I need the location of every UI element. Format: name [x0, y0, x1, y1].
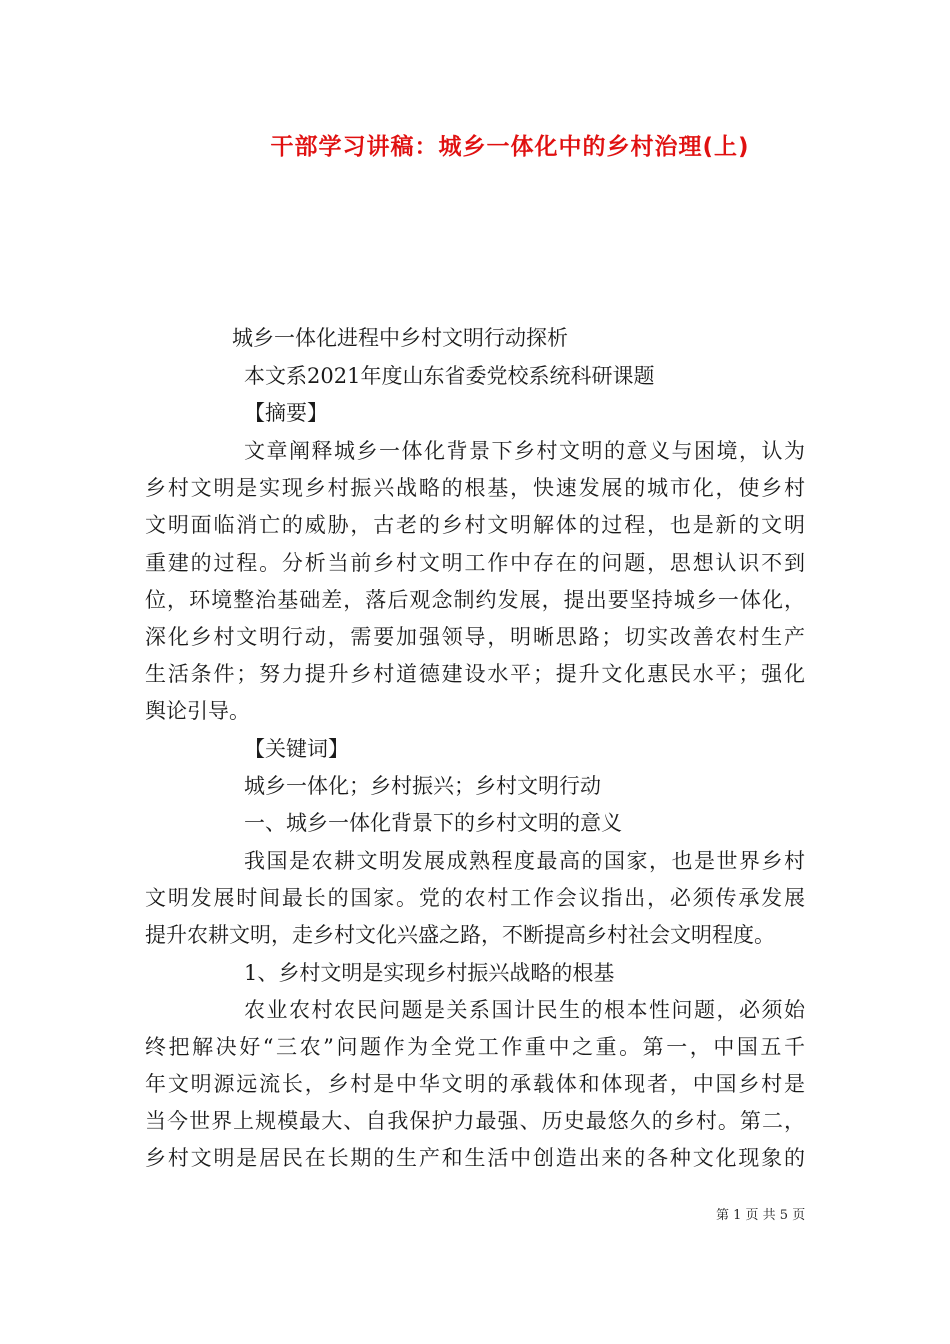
abstract-line: 深化乡村文明行动，需要加强领导，明晰思路；切实改善农村生产 — [145, 625, 805, 649]
subsection-line: 乡村文明是居民在长期的生产和生活中创造出来的各种文化现象的 — [145, 1146, 805, 1170]
abstract-line: 文章阐释城乡一体化背景下乡村文明的意义与困境，认为 — [244, 439, 805, 463]
abstract-line: 乡村文明是实现乡村振兴战略的根基，快速发展的城市化，使乡村 — [145, 476, 805, 500]
section-line: 文明发展时间最长的国家。党的农村工作会议指出，必须传承发展 — [145, 886, 805, 910]
keywords-heading: 【关键词】 — [244, 737, 349, 761]
subtitle: 城乡一体化进程中乡村文明行动探析 — [232, 326, 568, 350]
project-note: 本文系2021年度山东省委党校系统科研课题 — [244, 364, 655, 388]
subsection-line: 年文明源远流长，乡村是中华文明的承载体和体现者，中国乡村是 — [145, 1072, 805, 1096]
subsection-line: 农业农村农民问题是关系国计民生的根本性问题，必须始 — [244, 998, 805, 1022]
section-line: 我国是农耕文明发展成熟程度最高的国家，也是世界乡村 — [244, 849, 805, 873]
subsection-line: 终把解决好“三农”问题作为全党工作重中之重。第一，中国五千 — [145, 1035, 805, 1059]
keywords: 城乡一体化；乡村振兴；乡村文明行动 — [244, 774, 601, 798]
abstract-line: 重建的过程。分析当前乡村文明工作中存在的问题，思想认识不到 — [145, 551, 805, 575]
document-title: 干部学习讲稿：城乡一体化中的乡村治理(上) — [270, 134, 750, 160]
page-number: 第 1 页 共 5 页 — [716, 1208, 806, 1223]
subsection-line: 当今世界上规模最大、自我保护力最强、历史最悠久的乡村。第二， — [145, 1109, 805, 1133]
abstract-line: 文明面临消亡的威胁，古老的乡村文明解体的过程，也是新的文明 — [145, 513, 805, 537]
abstract-line: 舆论引导。 — [145, 699, 250, 723]
abstract-line: 位，环境整治基础差，落后观念制约发展，提出要坚持城乡一体化， — [145, 588, 805, 612]
section-heading: 一、城乡一体化背景下的乡村文明的意义 — [244, 811, 622, 835]
abstract-heading: 【摘要】 — [244, 401, 328, 425]
abstract-line: 生活条件；努力提升乡村道德建设水平；提升文化惠民水平；强化 — [145, 662, 805, 686]
section-line: 提升农耕文明，走乡村文化兴盛之路，不断提高乡村社会文明程度。 — [145, 923, 775, 947]
subsection-heading: 1、乡村文明是实现乡村振兴战略的根基 — [244, 961, 615, 985]
